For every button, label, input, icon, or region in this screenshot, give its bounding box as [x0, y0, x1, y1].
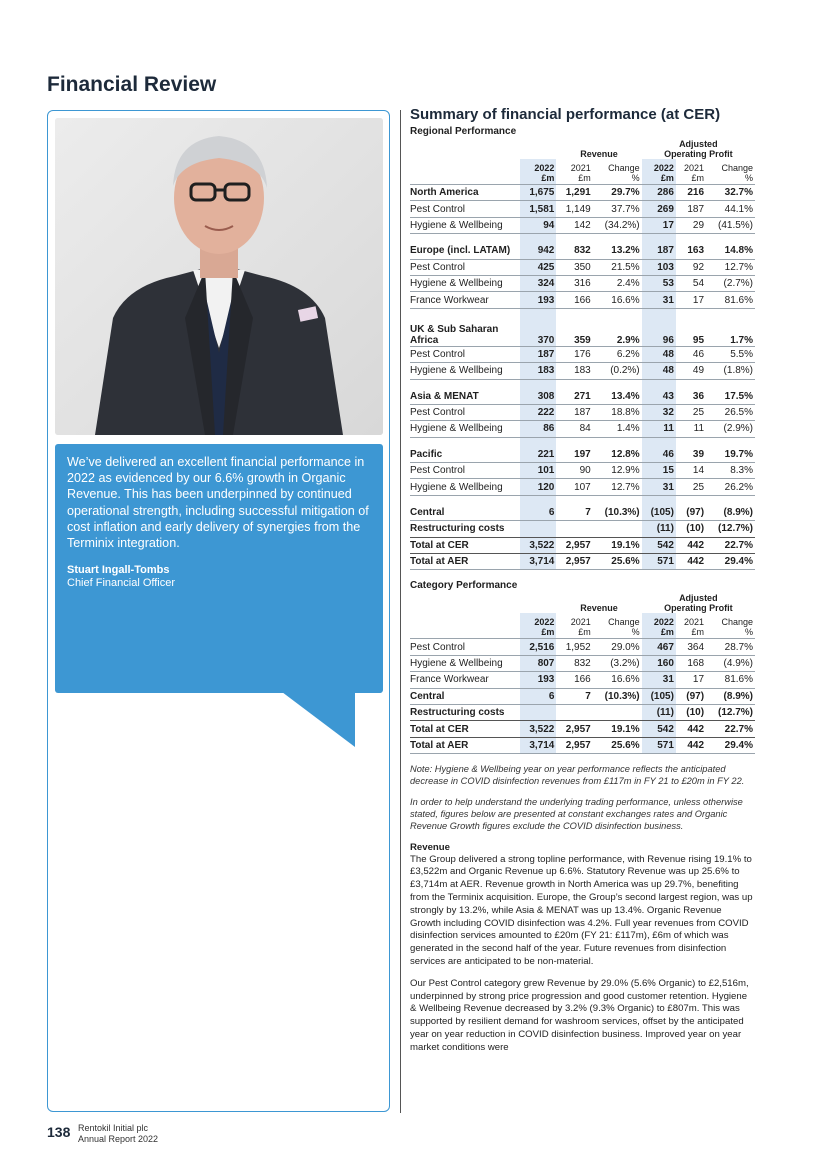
revenue-2022: 6	[520, 505, 556, 521]
aop-2022: 467	[642, 639, 676, 655]
revenue-2021: 1,149	[556, 201, 592, 217]
aop-change: 22.7%	[706, 721, 755, 737]
table-row	[410, 521, 755, 537]
revenue-2021: 176	[556, 346, 592, 362]
row-label: Pest Control	[410, 346, 520, 362]
row-label: Pest Control	[410, 639, 520, 655]
hygiene-note: Note: Hygiene & Wellbeing year on year performance reflects the anticipated decrease in COVID disinfection revenues from £117m in FY 21 to £20m in FY 22.	[410, 764, 745, 787]
table-row	[410, 721, 755, 737]
revenue-heading: Revenue	[410, 841, 450, 853]
revenue-2022: 193	[520, 292, 556, 308]
revenue-2022: 6	[520, 688, 556, 704]
row-label: North America	[410, 185, 520, 201]
aop-2021: 442	[676, 554, 706, 570]
aop-2022: 286	[642, 185, 676, 201]
aop-2022: 31	[642, 479, 676, 495]
revenue-change: 13.4%	[593, 389, 642, 405]
aop-group-label	[642, 593, 755, 613]
table-row	[410, 655, 755, 671]
table-row	[410, 201, 755, 217]
row-label: Hygiene & Wellbeing	[410, 275, 520, 291]
row-label: Central	[410, 688, 520, 704]
aop-change: 1.7%	[706, 318, 755, 347]
page-number: 138	[47, 1124, 71, 1140]
revenue-2022: 425	[520, 259, 556, 275]
revenue-change: (34.2%)	[593, 217, 642, 233]
revenue-change: (10.3%)	[593, 505, 642, 521]
aop-2021: (97)	[676, 688, 706, 704]
row-label: Hygiene & Wellbeing	[410, 655, 520, 671]
revenue-change: 25.6%	[593, 554, 642, 570]
summary-title: Summary of financial performance (at CER)	[410, 106, 721, 123]
table-row	[410, 185, 755, 201]
revenue-2021: 183	[556, 363, 592, 379]
group-spacer	[410, 495, 755, 505]
aop-2022: 32	[642, 404, 676, 420]
revenue-2021: 107	[556, 479, 592, 495]
aop-2022: 17	[642, 217, 676, 233]
aop-2022: 96	[642, 318, 676, 347]
revenue-2022: 120	[520, 479, 556, 495]
revenue-2022: 94	[520, 217, 556, 233]
revenue-change: 13.2%	[593, 243, 642, 259]
revenue-2022: 3,714	[520, 737, 556, 753]
revenue-2021: 316	[556, 275, 592, 291]
revenue-2022: 3,522	[520, 537, 556, 553]
aop-2021: 25	[676, 479, 706, 495]
table-row	[410, 363, 755, 379]
aop-2022: (105)	[642, 505, 676, 521]
table-row	[410, 318, 755, 347]
table-row	[410, 292, 755, 308]
revenue-2022: 101	[520, 463, 556, 479]
table-row	[410, 463, 755, 479]
aop-change: 14.8%	[706, 243, 755, 259]
row-label: Total at CER	[410, 537, 520, 553]
aop-2021: 442	[676, 537, 706, 553]
revenue-change: 1.4%	[593, 421, 642, 437]
table-row	[410, 537, 755, 553]
revenue-change: 12.8%	[593, 447, 642, 463]
cfo-quote: We’ve delivered an excellent financial performance in 2022 as evidenced by our 6.6% growth in Organic Revenue. This has been underpinned by continued operational strength, including successful mitigation of cost inflation and early delivery of synergies from the Terminix integration.	[67, 455, 369, 551]
aop-change: 19.7%	[706, 447, 755, 463]
aop-2022: 48	[642, 346, 676, 362]
aop-2022: 53	[642, 275, 676, 291]
cfo-portrait	[55, 118, 383, 435]
row-label: Hygiene & Wellbeing	[410, 479, 520, 495]
row-label: Pest Control	[410, 201, 520, 217]
aop-change: (12.7%)	[706, 704, 755, 720]
revenue-2022: 193	[520, 672, 556, 688]
aop-2021: 17	[676, 292, 706, 308]
aop-2021: 36	[676, 389, 706, 405]
aop-2021: 168	[676, 655, 706, 671]
aop-2022: 187	[642, 243, 676, 259]
revenue-change: 12.7%	[593, 479, 642, 495]
aop-change: 32.7%	[706, 185, 755, 201]
revenue-2021: 84	[556, 421, 592, 437]
aop-2022: 15	[642, 463, 676, 479]
col-aop-2022: 2022 £m	[642, 613, 676, 639]
revenue-change: 16.6%	[593, 292, 642, 308]
aop-2021: 54	[676, 275, 706, 291]
aop-2022: 542	[642, 537, 676, 553]
row-label: Restructuring costs	[410, 704, 520, 720]
revenue-2021: 166	[556, 292, 592, 308]
footer-report-name: Annual Report 2022	[78, 1133, 159, 1144]
revenue-change: (10.3%)	[593, 688, 642, 704]
col-aop-2021: 2021 £m	[676, 613, 706, 639]
aop-2021: 29	[676, 217, 706, 233]
footer-company-name: Rentokil Initial plc	[78, 1123, 149, 1133]
aop-2022: 542	[642, 721, 676, 737]
revenue-2021	[556, 521, 592, 537]
revenue-change: 37.7%	[593, 201, 642, 217]
aop-2022: 160	[642, 655, 676, 671]
aop-change: (4.9%)	[706, 655, 755, 671]
col-revenue-2021: 2021 £m	[556, 159, 592, 185]
revenue-2022: 807	[520, 655, 556, 671]
row-label: Pest Control	[410, 463, 520, 479]
revenue-change: 19.1%	[593, 721, 642, 737]
aop-change: (2.9%)	[706, 421, 755, 437]
aop-change: (1.8%)	[706, 363, 755, 379]
table-row	[410, 688, 755, 704]
aop-label-line1: Adjusted	[679, 593, 718, 604]
revenue-2022: 183	[520, 363, 556, 379]
aop-2022: (11)	[642, 704, 676, 720]
revenue-2022: 222	[520, 404, 556, 420]
revenue-2021: 832	[556, 655, 592, 671]
cfo-name: Stuart Ingall-Tombs	[67, 564, 170, 577]
revenue-2021	[556, 704, 592, 720]
revenue-2022: 2,516	[520, 639, 556, 655]
revenue-group-label: Revenue	[580, 149, 618, 159]
table-group-header	[410, 593, 755, 613]
regional-title: Regional Performance	[410, 126, 517, 137]
revenue-2021: 187	[556, 404, 592, 420]
aop-change: 12.7%	[706, 259, 755, 275]
aop-2022: 571	[642, 554, 676, 570]
aop-change: (41.5%)	[706, 217, 755, 233]
category-title: Category Performance	[410, 580, 518, 592]
cfo-role: Chief Financial Officer	[67, 577, 176, 590]
table-column-header	[410, 159, 755, 185]
col-aop-2021: 2021 £m	[676, 159, 706, 185]
row-label: Hygiene & Wellbeing	[410, 421, 520, 437]
table-row	[410, 554, 755, 570]
financial-summary	[410, 106, 755, 1055]
revenue-change: 19.1%	[593, 537, 642, 553]
aop-2021: 25	[676, 404, 706, 420]
aop-change: (8.9%)	[706, 505, 755, 521]
aop-change: 17.5%	[706, 389, 755, 405]
group-spacer	[410, 437, 755, 447]
revenue-2021: 2,957	[556, 737, 592, 753]
aop-change: 81.6%	[706, 672, 755, 688]
revenue-change: (3.2%)	[593, 655, 642, 671]
revenue-2021: 1,952	[556, 639, 592, 655]
aop-change: 26.2%	[706, 479, 755, 495]
page-title: Financial Review	[47, 73, 217, 96]
footer-company	[78, 1123, 158, 1144]
aop-2022: 103	[642, 259, 676, 275]
row-label: Hygiene & Wellbeing	[410, 363, 520, 379]
aop-2022: 31	[642, 292, 676, 308]
revenue-change	[593, 521, 642, 537]
revenue-paragraph-1: The Group delivered a strong topline performance, with Revenue rising 19.1% to £3,522m and Organic Revenue up 6.6%. Statutory Revenue was up 25.6% to £3,714m at AER. Revenue growth in North America was up 29.7%, benefiting from the Terminix acquisition. Europe, the Group’s second largest region, was up strongly by 13.2%, while Asia & MENAT was up 13.4%. Organic Revenue Growth including COVID disinfection was 4.2%. Full year revenues from COVID disinfection services amounted to £20m (FY 21: £117m), £6m of which was generated in the second half of the year. Future revenues from disinfection services are anticipated to be non-material.	[410, 853, 753, 968]
cer-note: In order to help understand the underlying trading performance, unless otherwise stated, figures below are presented at constant exchanges rates and Organic Revenue Growth figures exclude the COVID disinfection business.	[410, 796, 743, 832]
aop-2021: 442	[676, 721, 706, 737]
row-label: Asia & MENAT	[410, 389, 520, 405]
aop-change: (2.7%)	[706, 275, 755, 291]
cfo-quote-box	[55, 444, 383, 693]
aop-change: (8.9%)	[706, 688, 755, 704]
revenue-2021: 7	[556, 688, 592, 704]
revenue-2021: 271	[556, 389, 592, 405]
col-revenue-2021: 2021 £m	[556, 613, 592, 639]
aop-2022: (11)	[642, 521, 676, 537]
aop-change: 8.3%	[706, 463, 755, 479]
revenue-2021: 359	[556, 318, 592, 347]
revenue-2022: 370	[520, 318, 556, 347]
aop-2021: 442	[676, 737, 706, 753]
revenue-change: 2.4%	[593, 275, 642, 291]
aop-change: 22.7%	[706, 537, 755, 553]
speech-bubble-tail	[282, 692, 355, 747]
aop-2021: 187	[676, 201, 706, 217]
aop-group-label	[642, 139, 755, 159]
revenue-2022: 3,522	[520, 721, 556, 737]
revenue-2022: 324	[520, 275, 556, 291]
revenue-2021: 197	[556, 447, 592, 463]
row-label: Hygiene & Wellbeing	[410, 217, 520, 233]
aop-change: 81.6%	[706, 292, 755, 308]
row-label: Pacific	[410, 447, 520, 463]
col-aop-change: Change %	[706, 159, 755, 185]
aop-2022: 11	[642, 421, 676, 437]
table-row	[410, 259, 755, 275]
row-label: Total at AER	[410, 554, 520, 570]
col-revenue-change: Change %	[593, 613, 642, 639]
table-row	[410, 421, 755, 437]
aop-2021: 46	[676, 346, 706, 362]
table-row	[410, 243, 755, 259]
revenue-change: 18.8%	[593, 404, 642, 420]
table-row	[410, 505, 755, 521]
col-aop-change: Change %	[706, 613, 755, 639]
aop-2021: 14	[676, 463, 706, 479]
aop-change: 28.7%	[706, 639, 755, 655]
revenue-2021: 90	[556, 463, 592, 479]
table-row	[410, 672, 755, 688]
revenue-change: (0.2%)	[593, 363, 642, 379]
revenue-2022: 3,714	[520, 554, 556, 570]
aop-2021: (97)	[676, 505, 706, 521]
aop-2021: 11	[676, 421, 706, 437]
revenue-2022	[520, 521, 556, 537]
aop-2021: 49	[676, 363, 706, 379]
revenue-2022: 308	[520, 389, 556, 405]
table-row	[410, 479, 755, 495]
revenue-2022: 1,581	[520, 201, 556, 217]
revenue-2021: 350	[556, 259, 592, 275]
aop-2022: 43	[642, 389, 676, 405]
col-revenue-change: Change %	[593, 159, 642, 185]
aop-2022: 48	[642, 363, 676, 379]
aop-change: (12.7%)	[706, 521, 755, 537]
row-label: Europe (incl. LATAM)	[410, 243, 520, 259]
table-row	[410, 447, 755, 463]
aop-change: 29.4%	[706, 554, 755, 570]
table-row	[410, 737, 755, 753]
revenue-2022: 187	[520, 346, 556, 362]
aop-2022: 46	[642, 447, 676, 463]
col-aop-2022: 2022 £m	[642, 159, 676, 185]
row-label: Total at CER	[410, 721, 520, 737]
revenue-2022	[520, 704, 556, 720]
col-revenue-2022: 2022 £m	[520, 613, 556, 639]
table-row	[410, 275, 755, 291]
revenue-group-label: Revenue	[580, 603, 618, 614]
revenue-change: 21.5%	[593, 259, 642, 275]
table-row	[410, 639, 755, 655]
table-row	[410, 217, 755, 233]
group-spacer	[410, 234, 755, 244]
revenue-2021: 7	[556, 505, 592, 521]
aop-change: 29.4%	[706, 737, 755, 753]
revenue-2022: 221	[520, 447, 556, 463]
row-label: UK & Sub Saharan Africa	[410, 318, 520, 347]
aop-2021: 216	[676, 185, 706, 201]
table-row	[410, 404, 755, 420]
table-group-header	[410, 139, 755, 159]
revenue-2021: 2,957	[556, 537, 592, 553]
revenue-2022: 86	[520, 421, 556, 437]
revenue-2021: 1,291	[556, 185, 592, 201]
revenue-change: 6.2%	[593, 346, 642, 362]
revenue-2021: 142	[556, 217, 592, 233]
aop-2022: (105)	[642, 688, 676, 704]
aop-change: 44.1%	[706, 201, 755, 217]
row-label: Total at AER	[410, 737, 520, 753]
revenue-change: 2.9%	[593, 318, 642, 347]
aop-2021: 95	[676, 318, 706, 347]
revenue-change: 25.6%	[593, 737, 642, 753]
group-spacer	[410, 308, 755, 318]
group-spacer	[410, 379, 755, 389]
table-row	[410, 389, 755, 405]
table-row	[410, 704, 755, 720]
revenue-change: 12.9%	[593, 463, 642, 479]
aop-label-line2: Operating Profit	[664, 603, 733, 614]
revenue-change: 29.0%	[593, 639, 642, 655]
aop-2021: 163	[676, 243, 706, 259]
aop-2021: 39	[676, 447, 706, 463]
row-label: Central	[410, 505, 520, 521]
aop-label-line2: Operating Profit	[664, 149, 733, 159]
aop-2021: (10)	[676, 704, 706, 720]
revenue-change: 29.7%	[593, 185, 642, 201]
revenue-2021: 2,957	[556, 721, 592, 737]
revenue-2022: 942	[520, 243, 556, 259]
revenue-2021: 2,957	[556, 554, 592, 570]
aop-2021: (10)	[676, 521, 706, 537]
row-label: Pest Control	[410, 404, 520, 420]
revenue-2021: 832	[556, 243, 592, 259]
row-label: Restructuring costs	[410, 521, 520, 537]
aop-change: 26.5%	[706, 404, 755, 420]
table-column-header	[410, 613, 755, 639]
aop-2021: 17	[676, 672, 706, 688]
table-row	[410, 346, 755, 362]
col-revenue-2022: 2022 £m	[520, 159, 556, 185]
aop-2021: 364	[676, 639, 706, 655]
row-label: Pest Control	[410, 259, 520, 275]
regional-table	[410, 139, 755, 570]
revenue-change	[593, 704, 642, 720]
row-label: France Workwear	[410, 292, 520, 308]
row-label: France Workwear	[410, 672, 520, 688]
revenue-paragraph-2: Our Pest Control category grew Revenue by 29.0% (5.6% Organic) to £2,516m, underpinned by strong price progression and good customer retention. Hygiene & Wellbeing Revenue decreased by 3.2% (9.3% Organic) to £807m. This was supported by resilient demand for washroom services, offset by the anticipated year on year reduction in COVID disinfection business. Improved year on year market conditions were	[410, 977, 749, 1053]
revenue-2021: 166	[556, 672, 592, 688]
aop-2021: 92	[676, 259, 706, 275]
revenue-2022: 1,675	[520, 185, 556, 201]
category-table	[410, 593, 755, 754]
aop-label-line1: Adjusted	[679, 139, 718, 149]
revenue-change: 16.6%	[593, 672, 642, 688]
aop-2022: 31	[642, 672, 676, 688]
aop-2022: 571	[642, 737, 676, 753]
column-divider	[400, 110, 401, 1113]
aop-change: 5.5%	[706, 346, 755, 362]
aop-2022: 269	[642, 201, 676, 217]
